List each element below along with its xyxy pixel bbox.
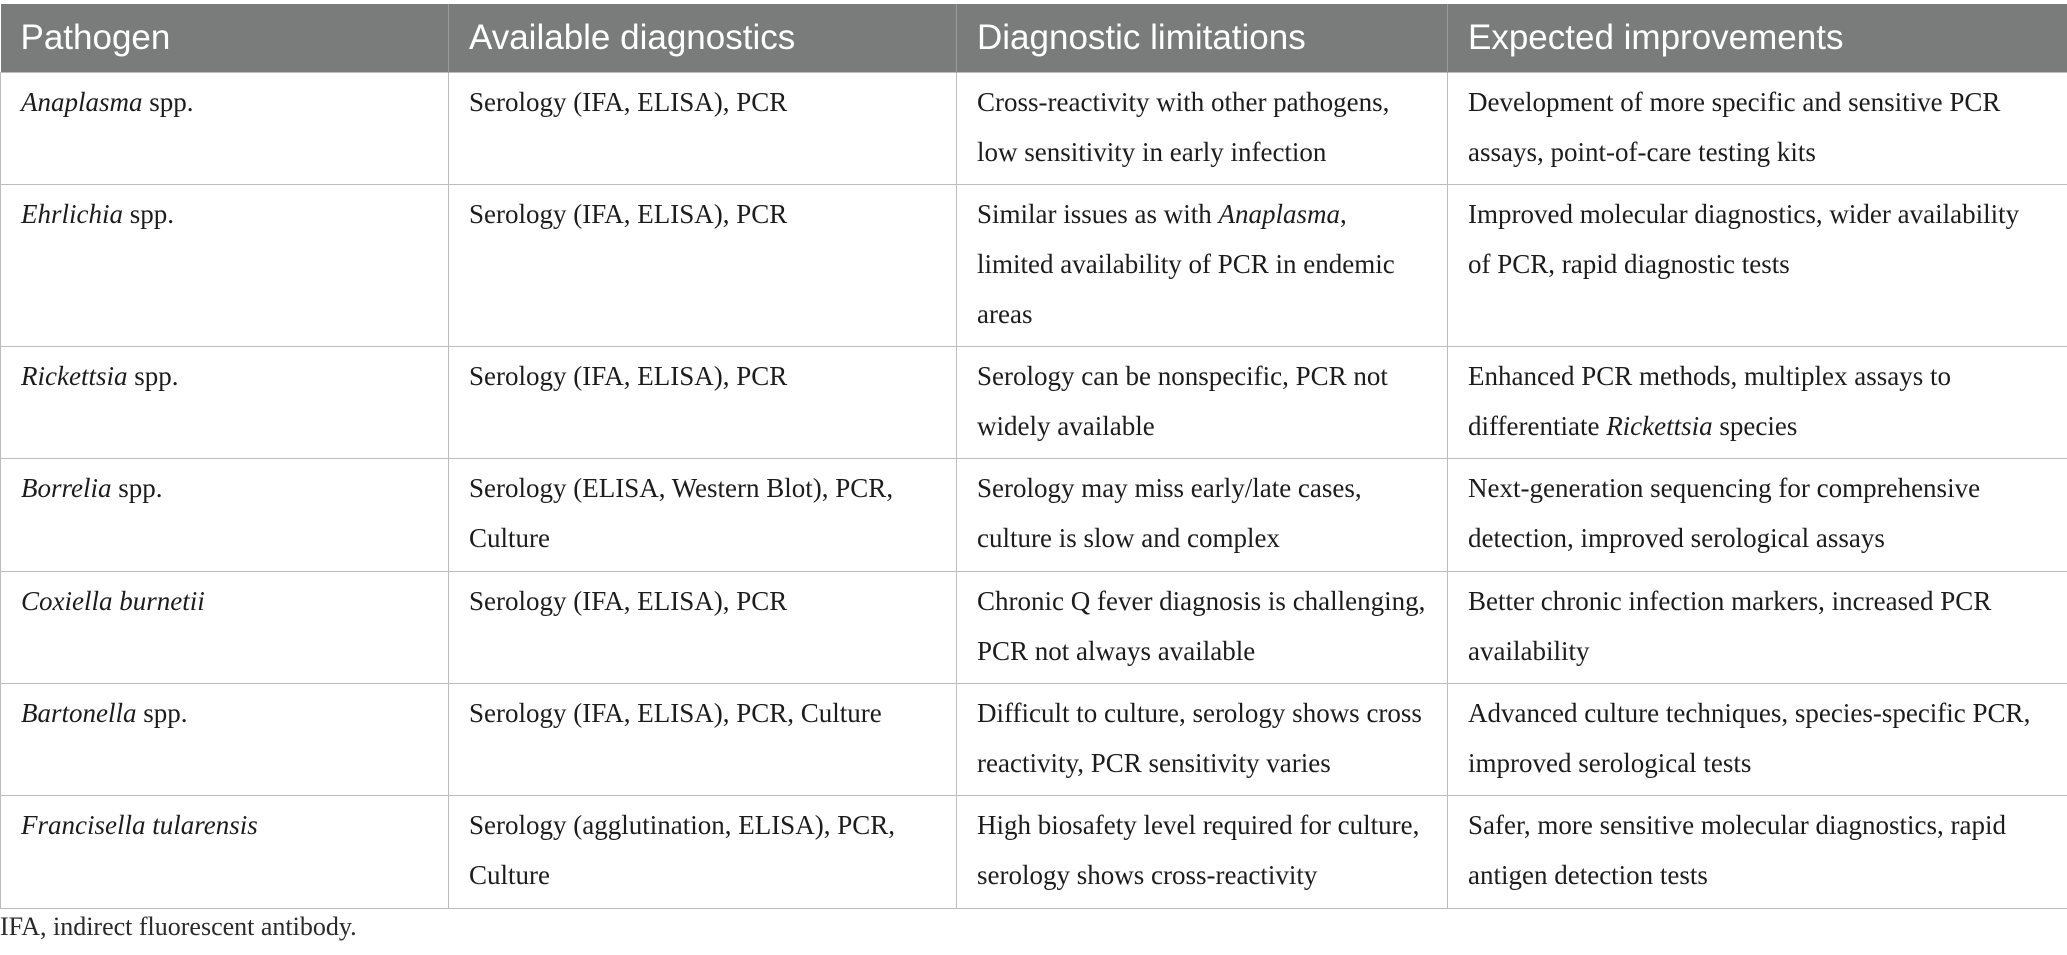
pathogen-rest: spp. [111, 473, 163, 503]
header-pathogen: Pathogen [1, 4, 449, 73]
cell-diagnostics: Serology (IFA, ELISA), PCR [449, 572, 957, 684]
table-footnote: IFA, indirect fluorescent antibody. [0, 912, 357, 941]
cell-pathogen [1, 459, 449, 572]
cell-diagnostics: Serology (IFA, ELISA), PCR [449, 73, 957, 185]
pathogen-rest: spp. [127, 361, 179, 391]
cell-improvements [1448, 684, 2067, 796]
cell-improvements [1448, 185, 2067, 347]
header-available-diagnostics: Available diagnostics [449, 4, 957, 73]
cell-improvements [1448, 347, 2067, 459]
improvements-text: Advanced culture techniques, species-specific PCR, improved serological tests [1468, 698, 2031, 778]
improvements-text: Safer, more sensitive molecular diagnostics, rapid antigen detection tests [1468, 810, 2007, 890]
pathogen-italic: Bartonella [21, 698, 137, 728]
improvements-text: Next-generation sequencing for comprehensive detection, improved serological assays [1468, 473, 1981, 553]
cell-improvements [1448, 572, 2067, 684]
cell-limitations [957, 347, 1448, 459]
pathogen-italic: Ehrlichia [21, 199, 123, 229]
table-row [1, 572, 2067, 684]
limitations-text: Serology may miss early/late cases, culture is slow and complex [977, 473, 1362, 553]
pathogen-rest: spp. [136, 698, 188, 728]
pathogen-italic: Coxiella burnetii [21, 586, 205, 616]
cell-improvements [1448, 796, 2067, 909]
limitations-italic: Anaplasma [1218, 199, 1340, 229]
improvements-italic: Rickettsia [1606, 411, 1713, 441]
table-row [1, 185, 2067, 347]
limitations-text: High biosafety level required for culture, serology shows cross-reactivity [977, 810, 1420, 890]
table-row [1, 347, 2067, 459]
cell-pathogen [1, 684, 449, 796]
improvements-text: Development of more specific and sensitive PCR assays, point-of-care testing kits [1468, 87, 2001, 167]
table-header-row [1, 4, 2067, 73]
pathogen-italic: Francisella tularensis [21, 810, 258, 840]
header-diagnostic-limitations: Diagnostic limitations [957, 4, 1448, 73]
cell-diagnostics: Serology (IFA, ELISA), PCR, Culture [449, 684, 957, 796]
cell-improvements [1448, 459, 2067, 572]
diagnostics-table [0, 4, 2067, 909]
cell-diagnostics: Serology (IFA, ELISA), PCR [449, 185, 957, 347]
pathogen-italic: Rickettsia [21, 361, 128, 391]
improvements-text: Improved molecular diagnostics, wider availability of PCR, rapid diagnostic tests [1468, 199, 2020, 279]
cell-pathogen [1, 796, 449, 909]
pathogen-rest: spp. [142, 87, 194, 117]
limitations-text: Similar issues as with [977, 199, 1219, 229]
pathogen-italic: Borrelia [21, 473, 112, 503]
cell-limitations [957, 572, 1448, 684]
limitations-text: Difficult to culture, serology shows cross reactivity, PCR sensitivity varies [977, 698, 1422, 778]
cell-limitations [957, 185, 1448, 347]
cell-diagnostics: Serology (agglutination, ELISA), PCR, Culture [449, 796, 957, 909]
cell-pathogen [1, 185, 449, 347]
cell-pathogen [1, 347, 449, 459]
cell-diagnostics: Serology (IFA, ELISA), PCR [449, 347, 957, 459]
table-row [1, 73, 2067, 185]
cell-limitations [957, 796, 1448, 909]
improvements-text: Enhanced PCR methods, multiplex assays to differentiate [1468, 361, 1951, 441]
cell-pathogen [1, 73, 449, 185]
table-row [1, 796, 2067, 909]
table-row [1, 684, 2067, 796]
table-row [1, 459, 2067, 572]
pathogen-rest: spp. [123, 199, 175, 229]
improvements-text-end: species [1712, 411, 1798, 441]
limitations-text: Chronic Q fever diagnosis is challenging, PCR not always available [977, 586, 1426, 666]
pathogen-italic: Anaplasma [21, 87, 143, 117]
cell-limitations [957, 73, 1448, 185]
limitations-text: Cross-reactivity with other pathogens, low sensitivity in early infection [977, 87, 1390, 167]
cell-improvements [1448, 73, 2067, 185]
limitations-text: Serology can be nonspecific, PCR not widely available [977, 361, 1388, 441]
cell-limitations [957, 459, 1448, 572]
cell-pathogen [1, 572, 449, 684]
limitations-text-end: , limited availability of PCR in endemic areas [977, 199, 1395, 329]
header-expected-improvements: Expected improvements [1448, 4, 2067, 73]
cell-diagnostics: Serology (ELISA, Western Blot), PCR, Culture [449, 459, 957, 572]
cell-limitations [957, 684, 1448, 796]
improvements-text: Better chronic infection markers, increased PCR availability [1468, 586, 1992, 666]
